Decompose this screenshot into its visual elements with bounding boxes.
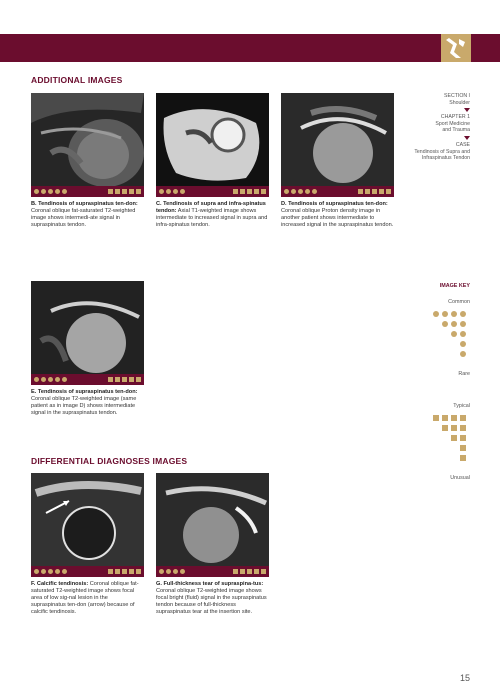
- triangle-down-icon: [464, 136, 470, 140]
- header-band: [0, 34, 500, 62]
- key-unusual-label: Unusual: [450, 475, 470, 481]
- mri-image-c: [156, 93, 269, 186]
- figure-frequency-bar: [31, 374, 144, 385]
- page-number: 15: [459, 673, 470, 683]
- figure-frequency-bar: [31, 186, 144, 197]
- figure-frequency-bar: [281, 186, 394, 197]
- figure-frequency-bar: [156, 186, 269, 197]
- mri-image-e: [31, 281, 144, 374]
- image-key-title: IMAGE KEY: [439, 283, 470, 289]
- key-common-label: Common: [448, 299, 470, 305]
- triangle-down-icon: [464, 108, 470, 112]
- section-nav: [400, 93, 470, 162]
- chapter-name: Sport Medicine and Trauma: [435, 120, 470, 134]
- case-name: Tendinosis of Supra and Infraspinatus Tendon: [414, 148, 470, 162]
- case-label: CASE: [455, 141, 470, 148]
- caption-f: F. Calcific tendinosis: Coronal oblique fat-saturated T2-weighted image shows focal area of low sig-nal lesion in the supraspinatus ten-don (arrow) because of calcific tendinosis.: [31, 581, 139, 615]
- key-rare-label: Rare: [458, 371, 470, 377]
- mri-image-b: [31, 93, 144, 186]
- section-heading-differential: DIFFERENTIAL DIAGNOSES IMAGES: [31, 456, 188, 466]
- caption-e: E. Tendinosis of supraspinatus ten-don: Coronal oblique T2-weighted image (same patient as in image D) shows intermediate signal in the supraspinatus tendon.: [31, 389, 138, 416]
- caption-b: B. Tendinosis of supraspinatus ten-don: Coronal oblique fat-saturated T2-weighted image shows intermedi-ate signal in supraspinatus tendon.: [31, 201, 138, 228]
- chapter-logo: [441, 34, 471, 62]
- caption-c: C. Tendinosis of supra and infra-spinatus tendon: Axial T1-weighted image shows intermediate to increased signal in supra and infra-spinatus tendon.: [156, 201, 268, 228]
- figure-frequency-bar: [156, 566, 269, 577]
- chapter-label: CHAPTER 1: [440, 114, 470, 121]
- section-name: Shoulder: [449, 99, 470, 106]
- mri-image-f: [31, 473, 144, 566]
- mri-image-g: [156, 473, 269, 566]
- section-heading-additional: ADDITIONAL IMAGES: [31, 75, 123, 85]
- key-typical-label: Typical: [453, 403, 470, 409]
- figure-frequency-bar: [31, 566, 144, 577]
- caption-d: D. Tendinosis of supraspinatus ten-don: Coronal oblique Proton density image in another patient shows intermediate to increased signal in the supraspinatus tendon.: [281, 201, 394, 228]
- caption-g: G. Full-thickness tear of supraspina-tus: Coronal oblique T2-weighted image shows focal bright (fluid) signal in the supraspinatus tendon because of full-thickness supraspinatus tear at the insertion site.: [156, 581, 267, 615]
- section-label: SECTION I: [444, 93, 470, 99]
- mri-image-d: [281, 93, 394, 186]
